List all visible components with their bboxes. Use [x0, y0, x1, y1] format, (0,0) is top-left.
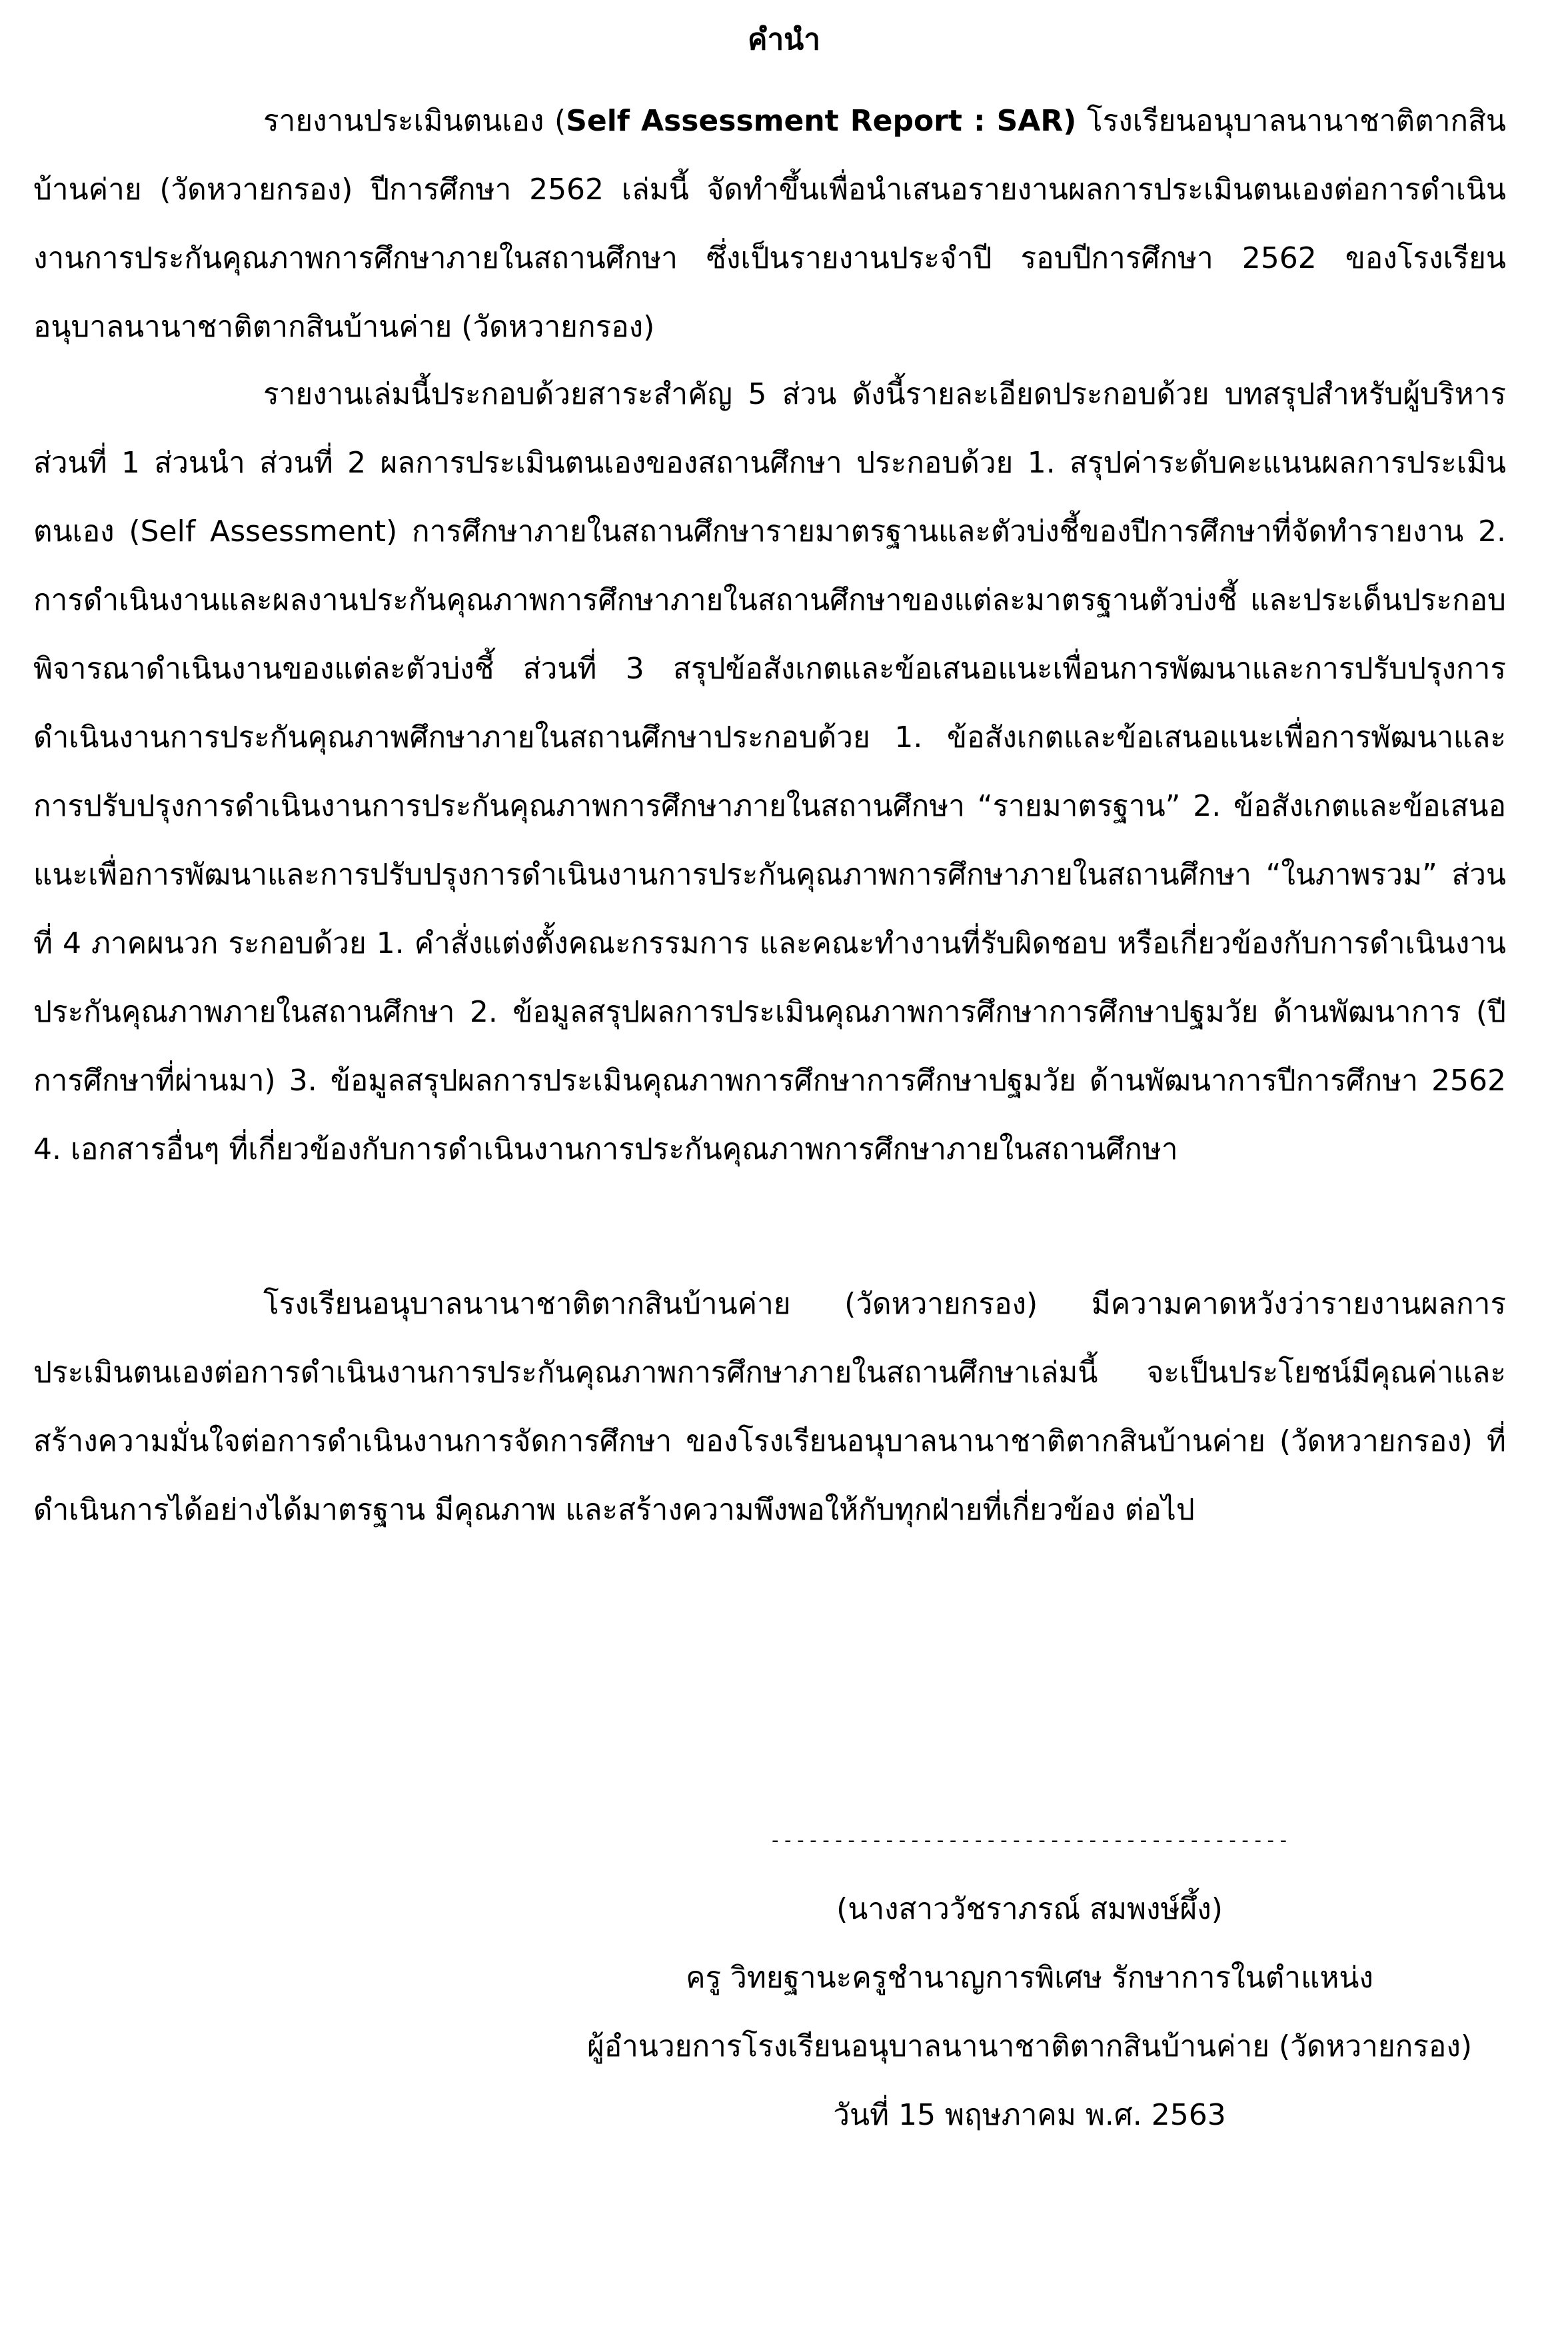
signature-block: [546, 1806, 1513, 2149]
signatory-position: ครู วิทยฐานะครูชำนาญการพิเศษ รักษาการในตำแหน่ง: [686, 1961, 1373, 1995]
paragraph-text: รายงานเล่มนี้ประกอบด้วยสาระสำคัญ 5 ส่วน ดังนี้รายละเอียดประกอบด้วย บทสรุปสำหรับผู้บริหาร ส่วนที่ 1 ส่วนนำ ส่วนที่ 2 ผลการประเมินตนเองของสถานศึกษา ประกอบด้วย 1. สรุปค่าระดับคะแนนผลการประเมินตนเอง (Self Assessment) การศึกษาภายในสถานศึกษารายมาตรฐานและตัวบ่งชี้ของปีการศึกษาที่จัดทำรายงาน 2. การดำเนินงานและผลงานประกันคุณภาพการศึกษาภายในสถานศึกษาของแต่ละมาตรฐานตัวบ่งชี้ และประเด็นประกอบพิจารณาดำเนินงานของแต่ละตัวบ่งชี้ ส่วนที่ 3 สรุปข้อสังเกตและข้อเสนอแนะเพื่อนการพัฒนาและการปรับปรุงการดำเนินงานการประกันคุณภาพศึกษาภายในสถานศึกษาประกอบด้วย 1. ข้อสังเกตและข้อเสนอแนะเพื่อการพัฒนาและการปรับปรุงการดำเนินงานการประกันคุณภาพการศึกษาภายในสถานศึกษา “รายมาตรฐาน” 2. ข้อสังเกตและข้อเสนอแนะเพื่อการพัฒนาและการปรับปรุงการดำเนินงานการประกันคุณภาพการศึกษาภายในสถานศึกษา “ในภาพรวม” ส่วนที่ 4 ภาคผนวก ระกอบด้วย 1. คำสั่งแต่งตั้งคณะกรรมการ และคณะทำงานที่รับผิดชอบ หรือเกี่ยวข้องกับการดำเนินงานประกันคุณภาพภายในสถานศึกษา 2. ข้อมูลสรุปผลการประเมินคุณภาพการศึกษาการศึกษาปฐมวัย ด้านพัฒนาการ (ปีการศึกษาที่ผ่านมา) 3. ข้อมูลสรุปผลการประเมินคุณภาพการศึกษาการศึกษาปฐมวัย ด้านพัฒนาการปีการศึกษา 2562 4. เอกสารอื่นๆ ที่เกี่ยวข้องกับการดำเนินงานการประกันคุณภาพการศึกษาภายในสถานศึกษา: [33, 377, 1506, 1166]
paragraph-text: รายงานประเมินตนเอง (: [263, 104, 566, 138]
paragraph-intro: [33, 87, 1506, 361]
signatory-role: ผู้อำนวยการโรงเรียนอนุบาลนานาชาติตากสินบ้านค่าย (วัดหวายกรอง): [586, 2029, 1473, 2063]
signature-date: วันที่ 15 พฤษภาคม พ.ศ. 2563: [833, 2098, 1226, 2132]
signature-line: -----------------------------------------: [769, 1829, 1290, 1852]
paragraph-text: โรงเรียนอนุบาลนานาชาติตากสินบ้านค่าย (วัดหวายกรอง) ปีการศึกษา 2562 เล่มนี้ จัดทำขึ้นเพื่อนำเสนอรายงานผลการประเมินตนเองต่อการดำเนินงานการประกันคุณภาพการศึกษาภายในสถานศึกษา ซึ่งเป็นรายงานประจำปี รอบปีการศึกษา 2562 ของโรงเรียนอนุบาลนานาชาติตากสินบ้านค่าย (วัดหวายกรอง): [33, 104, 1506, 344]
page-title: คำนำ: [748, 23, 820, 57]
paragraph-closing: [33, 1270, 1506, 1544]
signatory-name: (นางสาววัชราภรณ์ สมพงษ์ผึ้ง): [836, 1892, 1223, 1926]
paragraph-contents: [33, 360, 1506, 1184]
paragraph-text-bold: Self Assessment Report : SAR): [566, 104, 1077, 138]
paragraph-text: โรงเรียนอนุบาลนานาชาติตากสินบ้านค่าย (วัดหวายกรอง) มีความคาดหวังว่ารายงานผลการประเมินตนเองต่อการดำเนินงานการประกันคุณภาพการศึกษาภายในสถานศึกษาเล่มนี้ จะเป็นประโยชน์มีคุณค่าและสร้างความมั่นใจต่อการดำเนินงานการจัดการศึกษา ของโรงเรียนอนุบาลนานาชาติตากสินบ้านค่าย (วัดหวายกรอง) ที่ดำเนินการได้อย่างได้มาตรฐาน มีคุณภาพ และสร้างความพึงพอให้กับทุกฝ่ายที่เกี่ยวข้อง ต่อไป: [33, 1287, 1506, 1527]
